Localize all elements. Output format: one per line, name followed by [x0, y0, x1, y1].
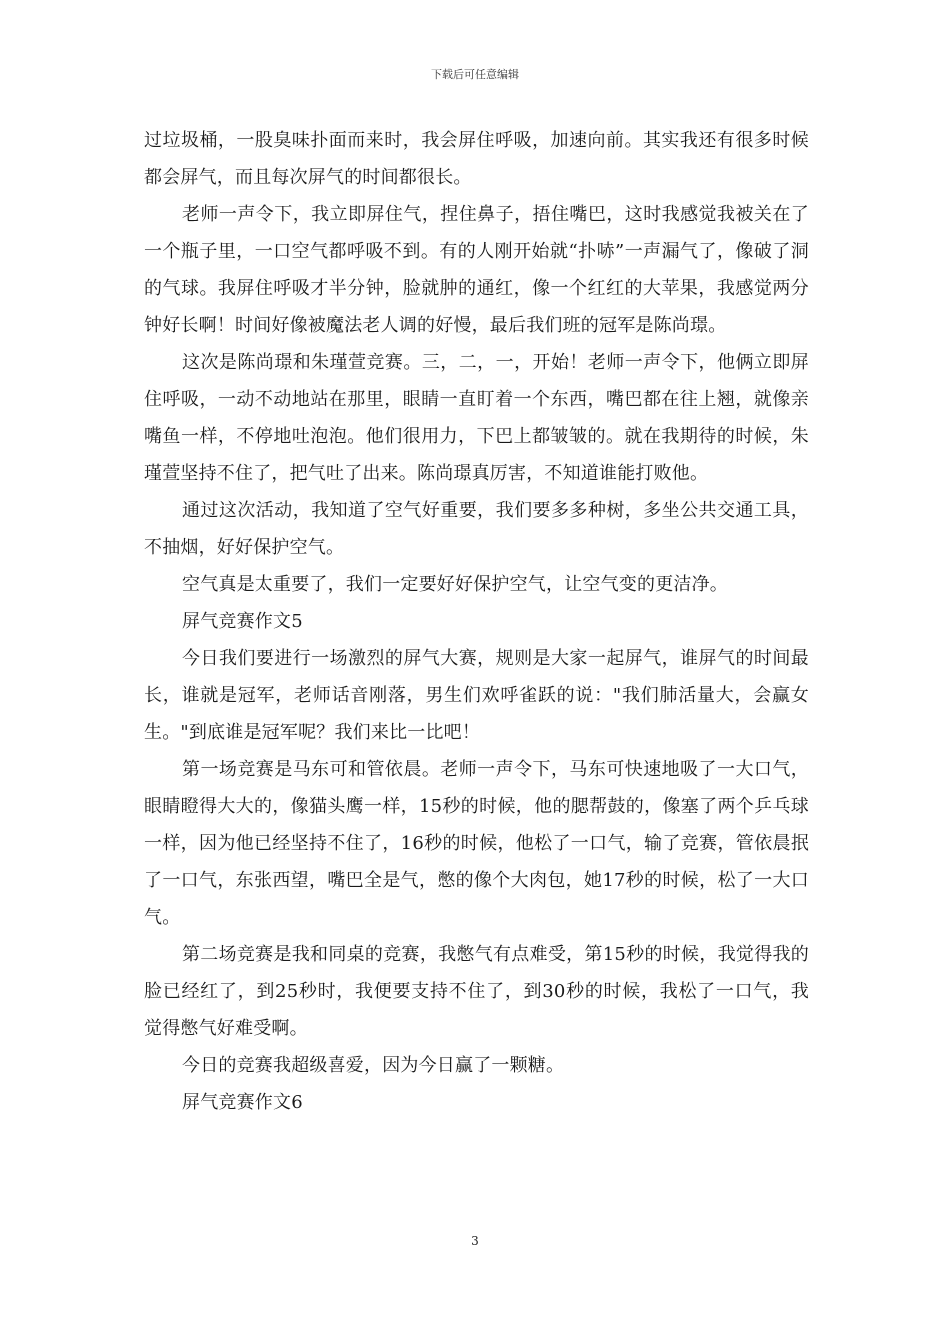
- paragraph: 第二场竞赛是我和同桌的竞赛，我憋气有点难受，第15秒的时候，我觉得我的脸已经红了，到25秒时，我便要支持不住了，到30秒的时候，我松了一口气，我觉得憋气好难受啊。: [144, 944, 809, 1039]
- paragraph: 第一场竞赛是马东可和管依晨。老师一声令下，马东可快速地吸了一大口气，眼睛瞪得大大的，像猫头鹰一样，15秒的时候，他的腮帮鼓的，像塞了两个乒乓球一样，因为他已经坚持不住了，16秒的时候，他松了一口气，输了竞赛，管依晨抿了一口气，东张西望，嘴巴全是气，憋的像个大肉包，她17秒的时候，松了一大口气。: [144, 759, 809, 928]
- paragraph: 今日我们要进行一场激烈的屏气大赛，规则是大家一起屏气，谁屏气的时间最长，谁就是冠军，老师话音刚落，男生们欢呼雀跃的说："我们肺活量大，会赢女生。"到底谁是冠军呢？我们来比一比吧！: [144, 648, 809, 743]
- paragraph: 这次是陈尚璟和朱瑾萱竞赛。三，二，一，开始！老师一声令下，他俩立即屏住呼吸，一动不动地站在那里，眼睛一直盯着一个东西，嘴巴都在往上翘，就像亲嘴鱼一样，不停地吐泡泡。他们很用力，下巴上都皱皱的。就在我期待的时候，朱瑾萱坚持不住了，把气吐了出来。陈尚璟真厉害，不知道谁能打败他。: [144, 352, 809, 484]
- paragraph: 老师一声令下，我立即屏住气，捏住鼻子，捂住嘴巴，这时我感觉我被关在了一个瓶子里，一口空气都呼吸不到。有的人刚开始就“扑哧”一声漏气了，像破了洞的气球。我屏住呼吸才半分钟，脸就肿的通红，像一个红红的大苹果，我感觉两分钟好长啊！时间好像被魔法老人调的好慢，最后我们班的冠军是陈尚璟。: [144, 204, 809, 336]
- page-number: 3: [471, 1234, 479, 1248]
- document-body: [144, 122, 809, 1121]
- section-title: 屏气竞赛作文5: [182, 611, 303, 632]
- paragraph: 过垃圾桶，一股臭味扑面而来时，我会屏住呼吸，加速向前。其实我还有很多时候都会屏气，而且每次屏气的时间都很长。: [144, 130, 809, 188]
- page-header: 下载后可任意编辑: [431, 68, 519, 81]
- section-title: 屏气竞赛作文6: [182, 1092, 303, 1113]
- paragraph: 今日的竞赛我超级喜爱，因为今日赢了一颗糖。: [182, 1055, 565, 1076]
- paragraph: 通过这次活动，我知道了空气好重要，我们要多多种树，多坐公共交通工具，不抽烟，好好保护空气。: [144, 500, 809, 558]
- paragraph: 空气真是太重要了，我们一定要好好保护空气，让空气变的更洁净。: [182, 574, 728, 595]
